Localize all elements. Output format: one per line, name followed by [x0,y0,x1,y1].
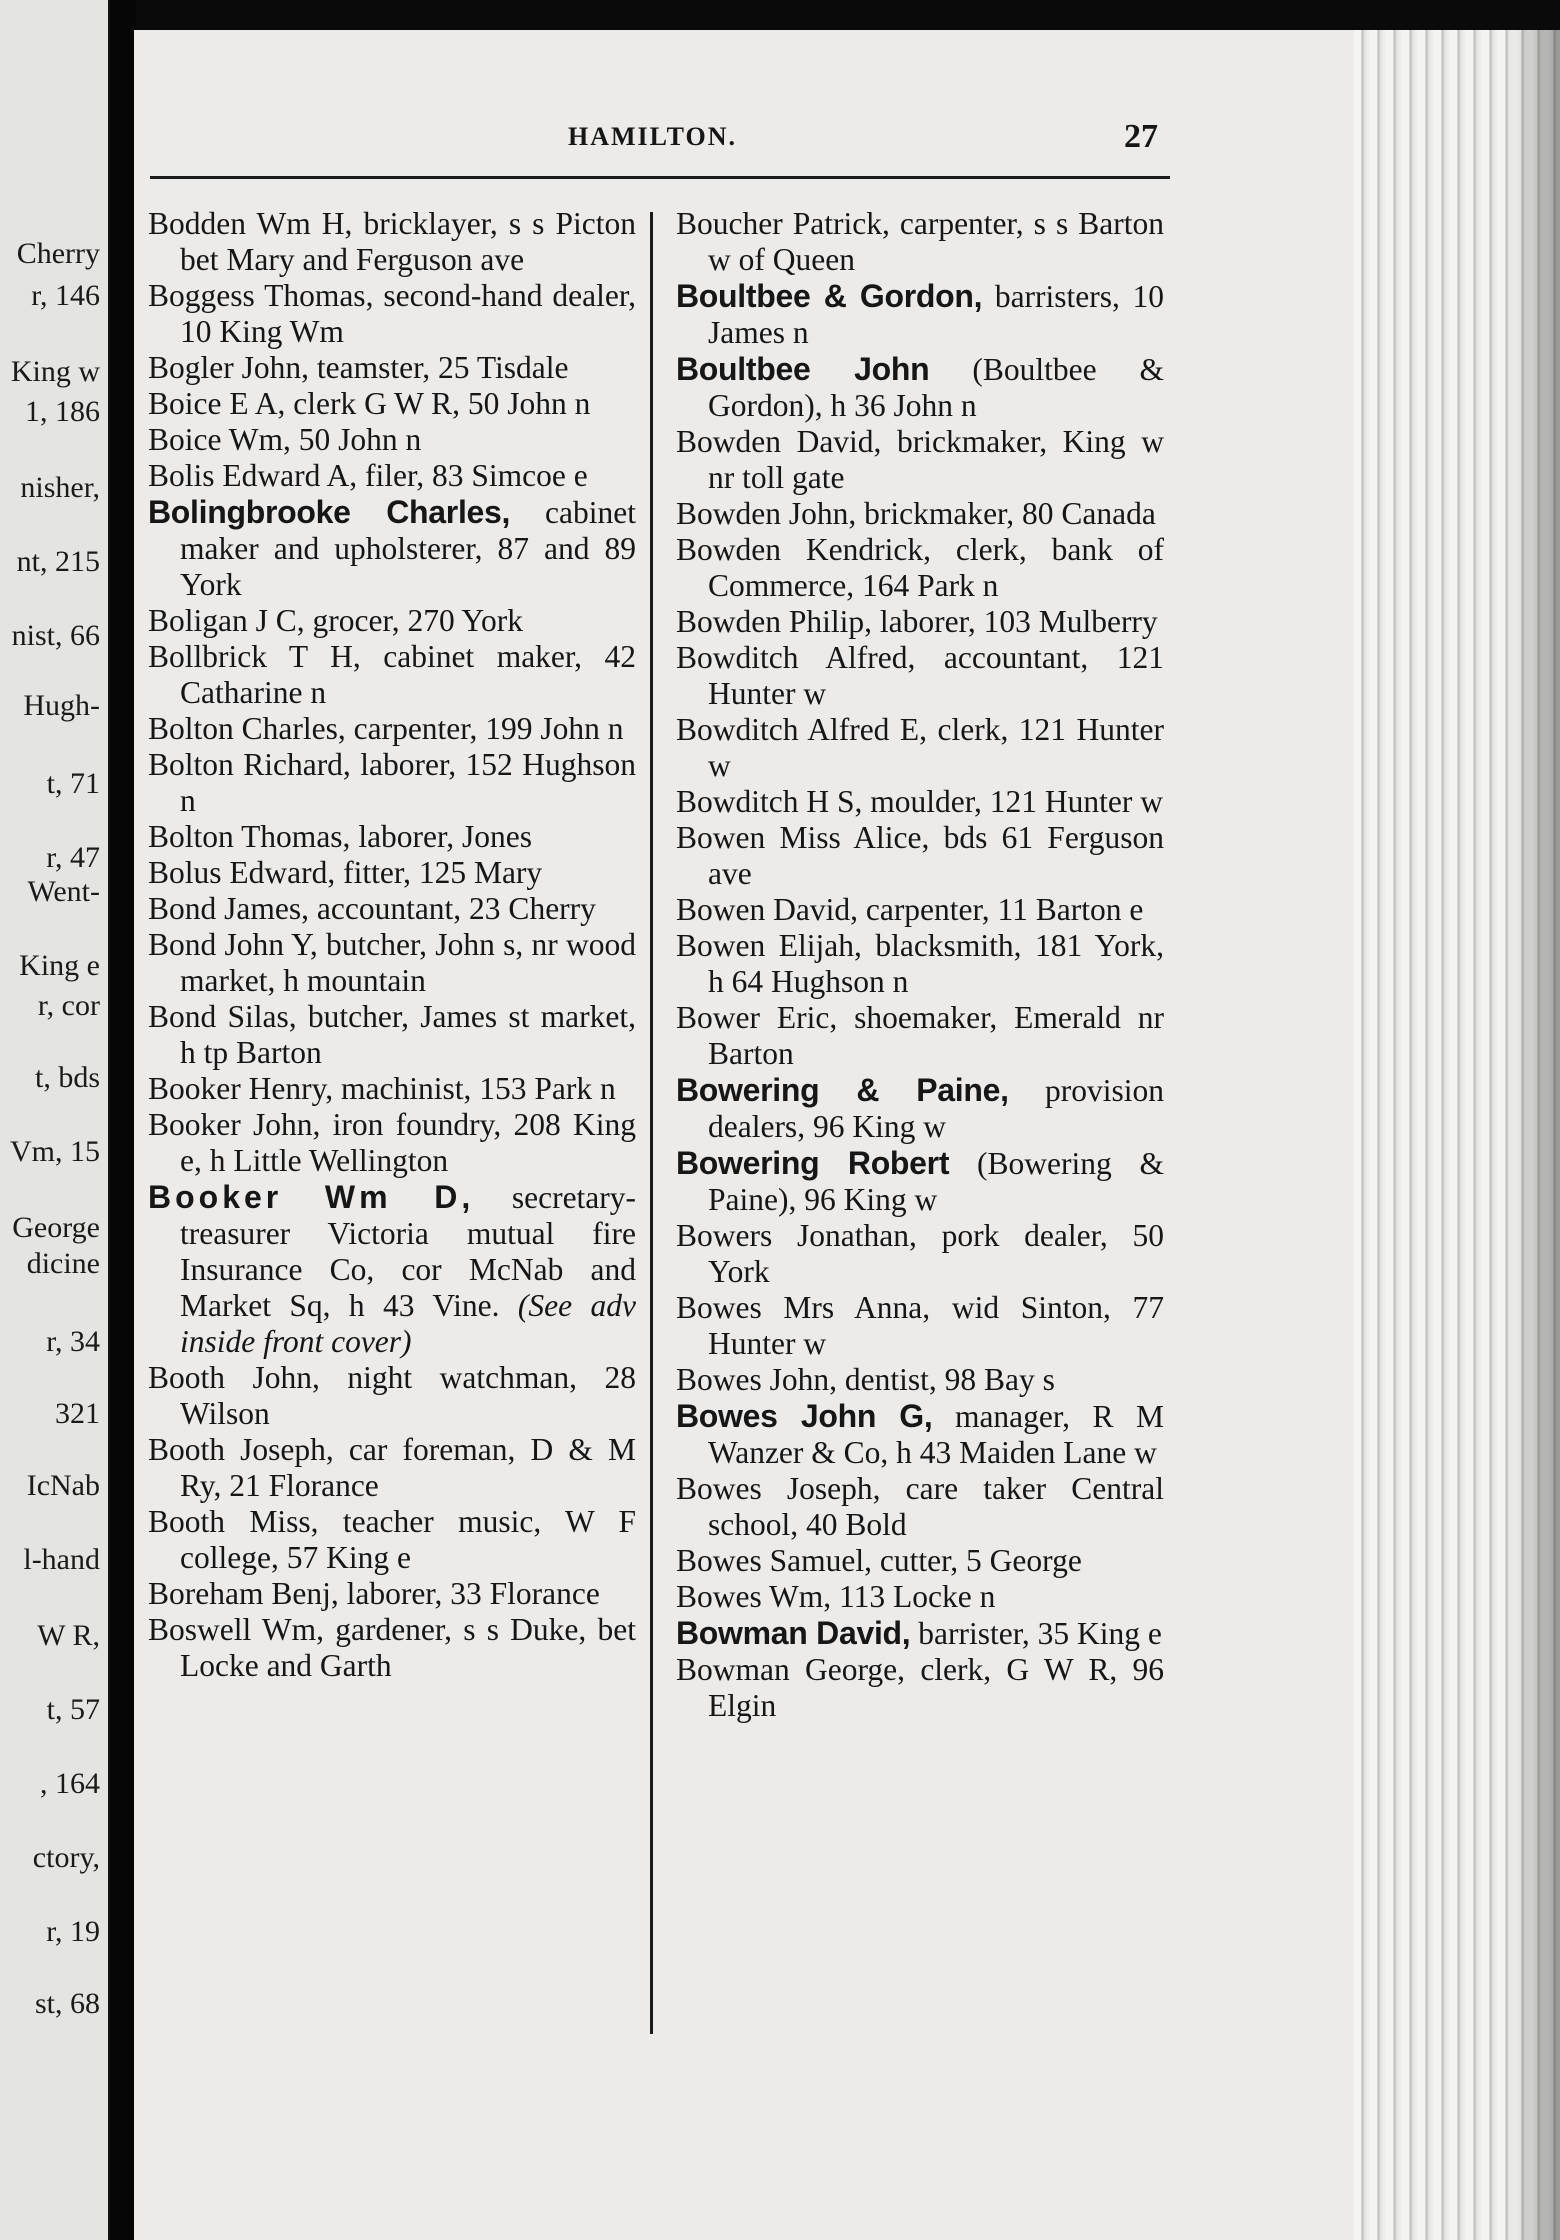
entry-name: Bolingbrooke Charles, [148,494,511,530]
directory-entry [148,819,636,855]
entry-details: (Boultbee & Gordon), h 36 John n [708,352,1164,423]
entry-name: Bowditch Alfred E, [676,712,928,747]
directory-entry [148,1612,636,1684]
entry-details: car foreman, D & M Ry, 21 Florance [180,1432,637,1503]
entry-name: Bowering & Paine, [676,1072,1009,1108]
directory-entry [676,1000,1164,1072]
directory-entry [148,206,636,278]
previous-page-fragment: t, 71 [46,767,100,800]
entry-details: wid Sinton, 77 Hunter w [708,1290,1165,1361]
entry-details: accountant, 121 Hunter w [708,640,1164,711]
directory-entry [148,350,636,386]
column-divider [650,212,653,2034]
directory-entry [676,712,1164,784]
previous-page-fragment: r, cor [37,989,100,1022]
directory-entry [148,458,636,494]
entry-name: Bowes Joseph, [676,1471,881,1506]
directory-entry [148,1432,636,1504]
entry-name: Bowditch H S, [676,784,863,819]
entry-details: gardener, s s Duke, bet Locke and Garth [180,1612,636,1683]
directory-entry [676,1072,1164,1145]
header-rule [150,176,1170,179]
entry-details: clerk, G W R, 96 Elgin [708,1652,1164,1723]
directory-entry [676,1145,1164,1218]
entry-name: Boswell Wm, [148,1612,325,1647]
directory-entry [148,711,636,747]
page-number: 27 [1124,118,1158,155]
entry-name: Boggess Thomas, [148,278,374,313]
directory-entry [676,1398,1164,1471]
entry-details: brickmaker, 80 Canada [856,496,1156,531]
directory-entry [676,1471,1164,1543]
directory-entry [676,640,1164,712]
entry-name: Bowden John, [676,496,857,531]
directory-entry [148,891,636,927]
directory-entry [148,639,636,711]
directory-entry [676,532,1164,604]
entry-details: laborer, Jones [350,819,532,854]
directory-entry [148,1179,636,1360]
entry-details: night watchman, 28 Wilson [180,1360,636,1431]
entry-name: Bowman David, [676,1615,911,1651]
previous-page-fragment: l-hand [23,1543,100,1576]
previous-page-fragment: 1, 186 [25,395,100,428]
entry-details: bds 61 Ferguson ave [708,820,1164,891]
directory-entry [148,1504,636,1576]
entry-details: butcher, John s, nr wood market, h mountain [180,927,636,998]
entry-name: Bowering Robert [676,1145,950,1181]
previous-page-fragment: King w [10,355,100,388]
previous-page-fragment: t, bds [34,1061,100,1094]
entry-details: second-hand dealer, 10 King Wm [180,278,636,349]
directory-entry [148,386,636,422]
entry-name: Booker Wm D, [148,1179,475,1215]
entry-details: blacksmith, 181 York, h 64 Hughson n [708,928,1164,999]
directory-entry [676,1615,1164,1652]
entry-details: carpenter, 199 John n [345,711,624,746]
directory-entry [676,1290,1164,1362]
entry-details: clerk G W R, 50 John n [285,386,591,421]
entry-name: Bolton Charles, [148,711,346,746]
entry-details: dentist, 98 Bay s [837,1362,1055,1397]
entry-name: Bolton Richard, [148,747,351,782]
directory-entry [148,494,636,603]
previous-page-fragment: Vm, 15 [10,1135,100,1168]
entry-name: Bond John Y, [148,927,318,962]
previous-page-fragment: nist, 66 [11,619,100,652]
entry-details: brickmaker, King w nr toll gate [708,424,1164,495]
previous-page-fragment: nisher, [20,471,100,504]
directory-entry [148,1576,636,1612]
entry-name: Bowes Samuel, [676,1543,872,1578]
directory-entry [148,1071,636,1107]
entry-name: Bolus Edward, [148,855,336,890]
directory-entry [148,1107,636,1179]
entry-details: bricklayer, s s Picton bet Mary and Ferguson ave [180,206,637,277]
previous-page-fragment: ctory, [32,1841,100,1874]
running-title: HAMILTON. [568,122,737,151]
directory-entry [148,747,636,819]
previous-page-fragment: Hugh- [23,689,100,722]
left-column [148,206,636,1684]
entry-name: Boice E A, [148,386,286,421]
entry-name: Booth Joseph, [148,1432,334,1467]
entry-details: teacher music, W F college, 57 King e [180,1504,636,1575]
entry-name: Bowes Mrs Anna, [676,1290,931,1325]
entry-name: Booth Miss, [148,1504,319,1539]
entry-details: cutter, 5 George [871,1543,1082,1578]
directory-entry [676,1218,1164,1290]
entry-name: Bowen Miss Alice, [676,820,930,855]
entry-details: pork dealer, 50 York [708,1218,1164,1289]
previous-page-fragment: nt, 215 [16,545,100,578]
previous-page-fragment: IcNab [26,1469,100,1502]
directory-entry [148,999,636,1071]
entry-details: fitter, 125 Mary [335,855,543,890]
previous-page-fragment: W R, [37,1619,100,1652]
previous-page-fragment: r, 34 [46,1325,100,1358]
entry-details: carpenter, s s Barton w of Queen [708,206,1164,277]
entry-details: machinist, 153 Park n [333,1071,616,1106]
entry-details: provision dealers, 96 King w [708,1073,1164,1144]
entry-details: moulder, 121 Hunter w [862,784,1163,819]
previous-page-fragment: 321 [55,1397,100,1430]
previous-page-fragment: , 164 [40,1767,100,1800]
directory-entry [676,820,1164,892]
entry-details: laborer, 33 Florance [338,1576,600,1611]
page-edges [1354,30,1560,2240]
entry-details: secretary-treasurer Victoria mutual fire Insurance Co, cor McNab and Market Sq, h 43 Vine. [180,1180,637,1323]
directory-entry [148,603,636,639]
entry-name: Booth John, [148,1360,320,1395]
book-gutter [110,0,136,2240]
entry-name: Bowes Wm, [676,1579,832,1614]
directory-entry [676,1362,1164,1398]
entry-details: clerk, 121 Hunter w [708,712,1164,783]
previous-page-fragment: r, 146 [31,279,100,312]
entry-details: iron foundry, 208 King e, h Little Wellington [180,1107,636,1178]
directory-entry [676,784,1164,820]
entry-details: laborer, 152 Hughson n [180,747,636,818]
entry-name: Boligan J C, [148,603,305,638]
previous-page-fragment: dicine [26,1247,100,1280]
entry-name: Boice Wm, [148,422,291,457]
previous-page-fragment: t, 57 [46,1693,100,1726]
entry-name: Bowden David, [676,424,882,459]
directory-entry [676,1579,1164,1615]
entry-name: Bond James, [148,891,309,926]
directory-entry [148,278,636,350]
entry-name: Bowes John G, [676,1398,933,1434]
directory-entry [676,424,1164,496]
entry-name: Bowden Philip, [676,604,873,639]
entry-name: Bowen Elijah, [676,928,862,963]
entry-details: butcher, James st market, h tp Barton [180,999,636,1070]
entry-details: manager, R M Wanzer & Co, h 43 Maiden Lane w [708,1399,1164,1470]
directory-entry [676,1543,1164,1579]
directory-entry [676,928,1164,1000]
directory-entry [148,855,636,891]
previous-page-fragment: George [12,1211,100,1244]
entry-details: teamster, 25 Tisdale [309,350,569,385]
entry-name: Bowditch Alfred, [676,640,916,675]
previous-page-edge [0,0,114,2240]
entry-name: Boultbee John [676,351,930,387]
entry-name: Bond Silas, [148,999,297,1034]
previous-page-fragment: r, 19 [46,1915,100,1948]
entry-name: Bower Eric, [676,1000,838,1035]
entry-name: Bowen David, [676,892,858,927]
entry-name: Bogler John, [148,350,309,385]
entry-details: (Bowering & Paine), 96 King w [708,1146,1164,1217]
entry-name: Booker John, [148,1107,321,1142]
entry-name: Booker Henry, [148,1071,334,1106]
directory-entry [676,206,1164,278]
directory-entry [676,351,1164,424]
entry-details: cabinet maker, 42 Catharine n [180,639,637,710]
previous-page-fragment: Went- [27,875,100,908]
entry-advertisement-note: (See adv inside front cover) [180,1288,636,1359]
entry-details: shoemaker, Emerald nr Barton [708,1000,1164,1071]
entry-name: Bowman George, [676,1652,906,1687]
previous-page-fragment: st, 68 [34,1987,100,2020]
entry-name: Boucher Patrick, [676,206,890,241]
previous-page-fragment: Cherry [16,237,100,270]
directory-entry [676,604,1164,640]
directory-entry [148,422,636,458]
entry-name: Boultbee & Gordon, [676,278,983,314]
entry-name: Bollbrick T H, [148,639,361,674]
directory-entry [676,496,1164,532]
entry-details: 50 John n [290,422,422,457]
entry-details: laborer, 103 Mulberry [872,604,1158,639]
entry-details: carpenter, 11 Barton e [857,892,1144,927]
right-column [676,206,1164,1724]
entry-details: barristers, 10 James n [708,279,1164,350]
directory-entry [148,927,636,999]
entry-name: Bowes John, [676,1362,838,1397]
entry-details: barrister, 35 King e [910,1616,1162,1651]
entry-details: cabinet maker and upholsterer, 87 and 89 York [180,495,637,602]
entry-details: care taker Central school, 40 Bold [708,1471,1165,1542]
entry-name: Boreham Benj, [148,1576,339,1611]
entry-name: Bowers Jonathan, [676,1218,917,1253]
directory-entry [676,278,1164,351]
entry-details: 113 Locke n [831,1579,996,1614]
entry-name: Bowden Kendrick, [676,532,931,567]
entry-name: Bolis Edward A, [148,458,358,493]
entry-details: filer, 83 Simcoe e [357,458,588,493]
entry-details: accountant, 23 Cherry [309,891,596,926]
directory-entry [148,1360,636,1432]
previous-page-fragment: King e [19,949,100,982]
directory-entry [676,1652,1164,1724]
entry-name: Bolton Thomas, [148,819,351,854]
entry-details: grocer, 270 York [304,603,523,638]
entry-details: clerk, bank of Commerce, 164 Park n [708,532,1164,603]
directory-entry [676,892,1164,928]
previous-page-fragment: r, 47 [46,841,100,874]
entry-name: Bodden Wm H, [148,206,353,241]
